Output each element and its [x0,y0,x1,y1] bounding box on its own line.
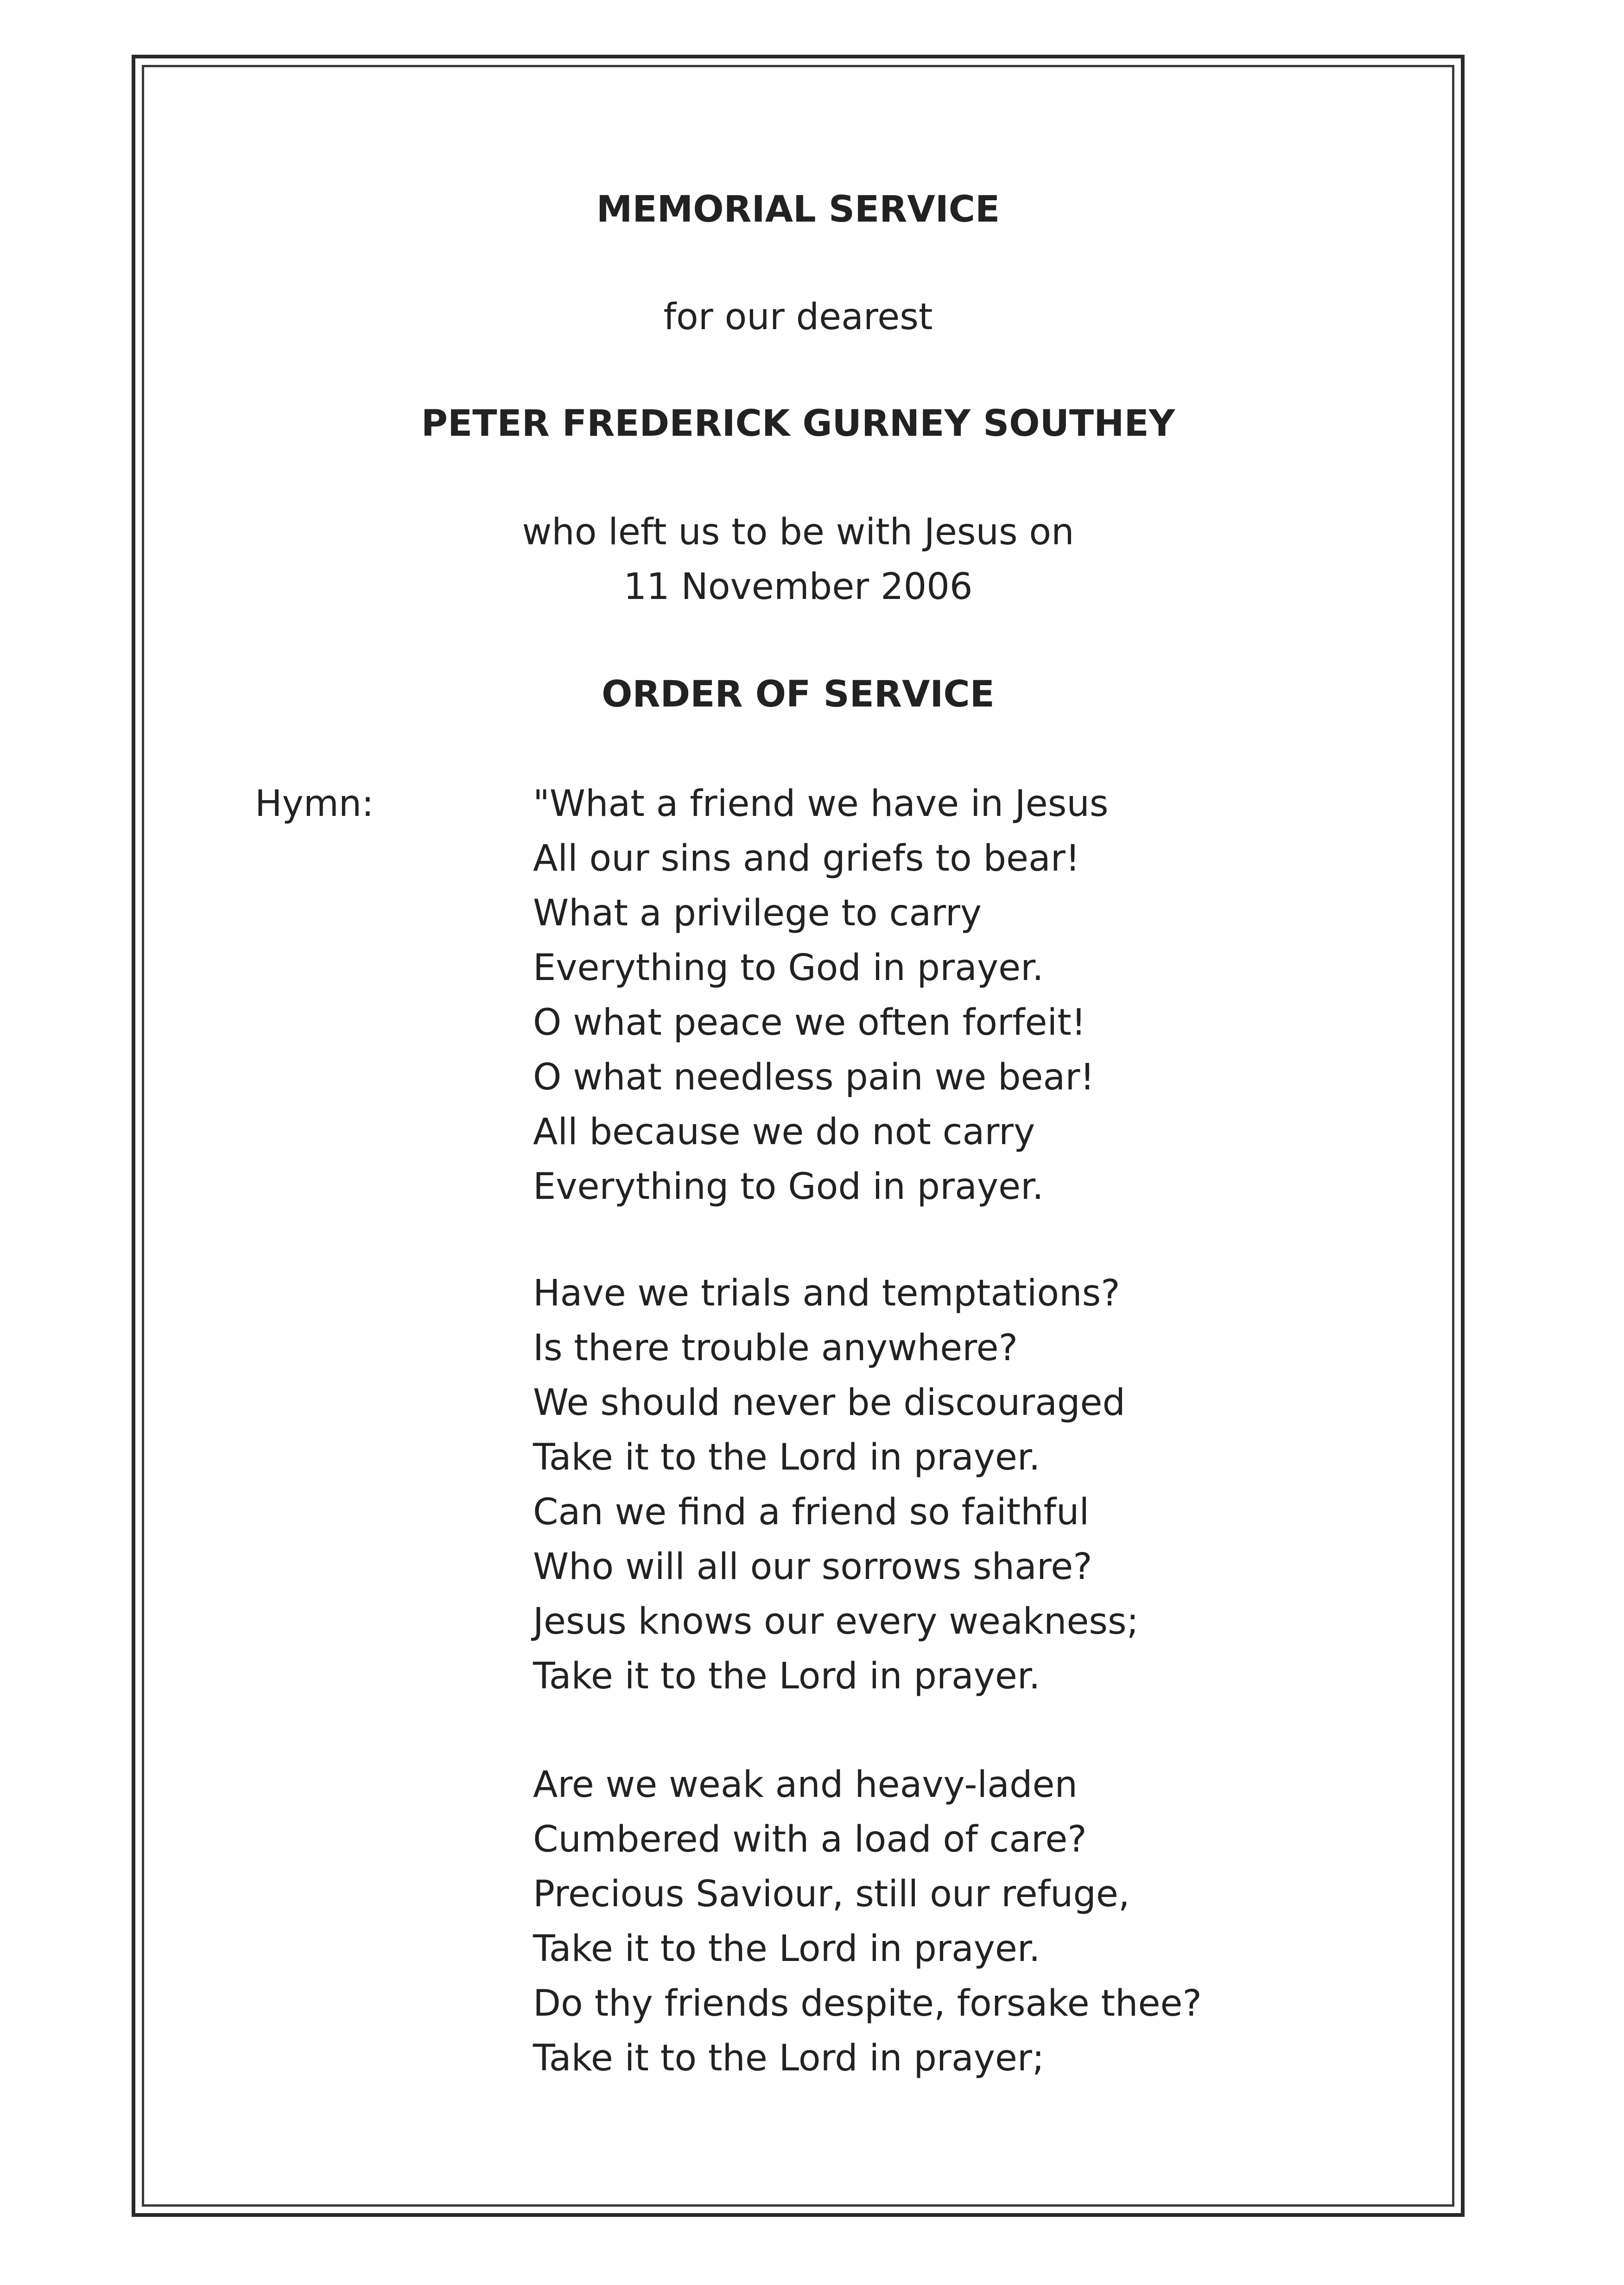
verse-line: Jesus knows our every weakness; [533,1601,1139,1642]
verse-line: All because we do not carry [533,1111,1035,1153]
verse-line: Have we trials and temptations? [533,1273,1120,1314]
verse-line: "What a friend we have in Jesus [533,783,1109,825]
verse-line: Cumbered with a load of care? [533,1819,1087,1860]
verse-line: Everything to God in prayer. [533,1166,1044,1208]
verse-line: Can we find a friend so faithful [533,1491,1090,1533]
memorial-heading: MEMORIAL SERVICE [596,189,1000,230]
verse-line: O what needless pain we bear! [533,1057,1095,1098]
verse-line: Take it to the Lord in prayer. [533,1655,1040,1697]
verse-line: Are we weak and heavy-laden [533,1764,1078,1806]
departure-date: 11 November 2006 [623,566,973,608]
hymn-verse-3 [533,1762,1414,2090]
hymn-label: Hymn: [255,783,374,825]
verse-line: All our sins and griefs to bear! [533,838,1080,879]
verse-line: Precious Saviour, still our refuge, [533,1873,1130,1915]
verse-line: Take it to the Lord in prayer. [533,1437,1040,1478]
order-of-service-heading: ORDER OF SERVICE [602,674,995,715]
verse-line: Is there trouble anywhere? [533,1327,1018,1369]
hymn-verse-2 [533,1270,1414,1708]
verse-line: Take it to the Lord in prayer; [533,2037,1045,2079]
dedication-line: for our dearest [663,296,933,338]
verse-line: Take it to the Lord in prayer. [533,1928,1040,1970]
verse-line: O what peace we often forfeit! [533,1002,1086,1044]
verse-line: Who will all our sorrows share? [533,1546,1092,1588]
verse-line: What a privilege to carry [533,892,982,934]
verse-line: Everything to God in prayer. [533,947,1044,989]
hymn-verse-1 [533,781,1414,1218]
deceased-name: PETER FREDERICK GURNEY SOUTHEY [421,403,1175,445]
verse-line: Do thy friends despite, forsake thee? [533,1983,1202,2024]
verse-line: We should never be discouraged [533,1382,1126,1424]
departure-line-1: who left us to be with Jesus on [522,511,1074,553]
